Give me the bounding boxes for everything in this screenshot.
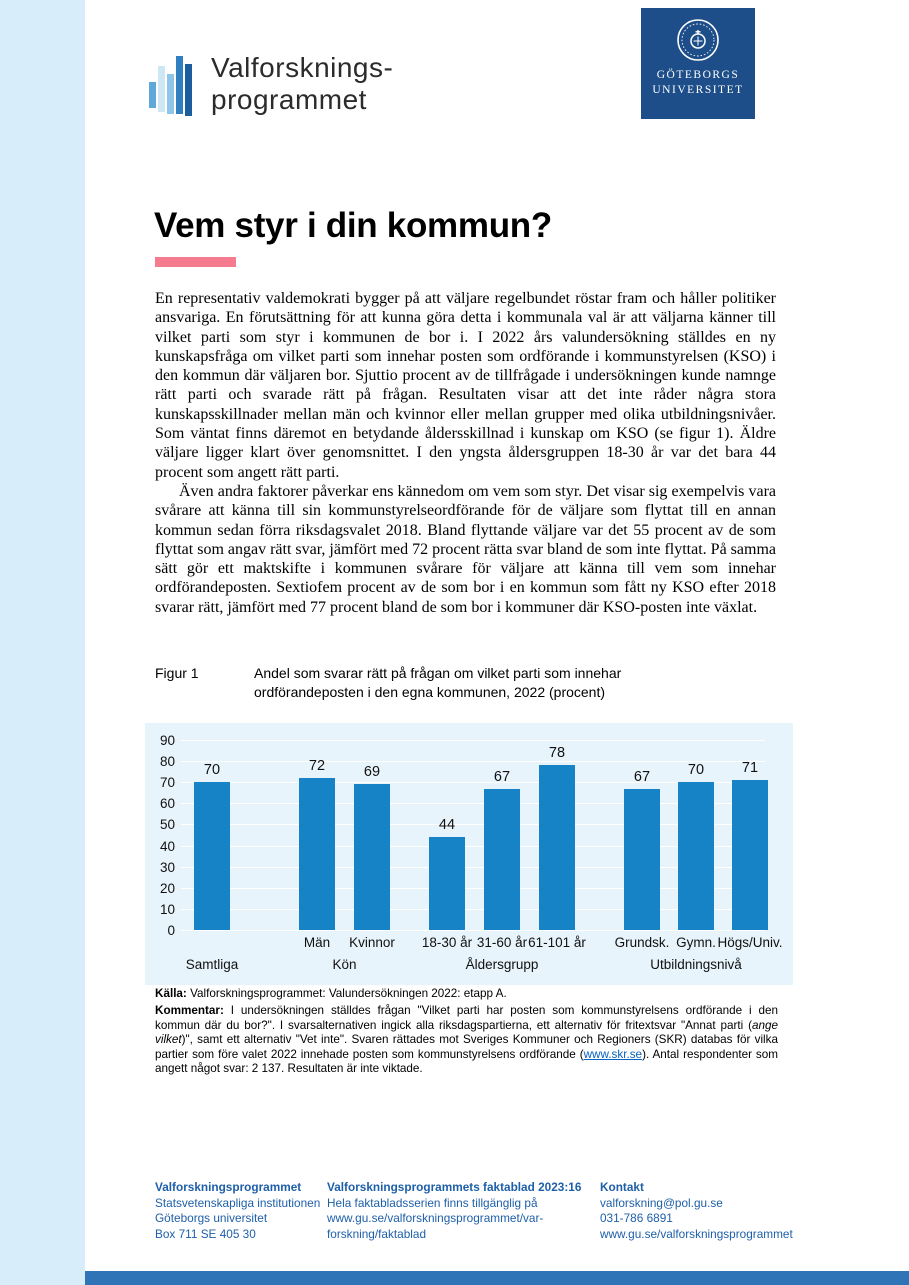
footer-series-url-line2[interactable]: forskning/faktablad xyxy=(327,1226,427,1241)
footer-col-series xyxy=(327,1180,592,1242)
bar xyxy=(484,789,520,930)
source-note xyxy=(155,987,778,1002)
x-axis-label: Högs/Univ. xyxy=(717,935,783,950)
y-axis-tick-label: 50 xyxy=(159,817,175,833)
paragraph-1: En representativ valdemokrati bygger på att väljare regelbundet röstar fram och håller politiker ansvariga. En förutsättning för att kunna göra detta i kommunala val är att väljarna känner till vilket parti som styr i kommunen de bor i. I 2022 års valundersökning ställdes en ny kunskapsfråga om vilket parti som innehar posten som ordförande i kommunstyrelsen (KSO) i den kommun där väljaren bor. Sjuttio procent av de tillfrågade i undersökningen kunde namnge rätt parti och svarade rätt på frågan. Resultaten visar att det inte råder några stora kunskapsskillnader mellan män och kvinnor eller mellan grupper med olika utbildningsnivåer. Som väntat finns däremot en betydande åldersskillnad i kunskap om KSO (se figur 1). Äldre väljare ligger klart över genomsnittet. I den yngsta åldersgruppen 18-30 år var det bara 44 procent som angett rätt parti. xyxy=(155,290,776,481)
footer-org-line1: Statsvetenskapliga institutionen xyxy=(155,1195,321,1210)
university-name xyxy=(641,68,755,97)
program-logo-line2: programmet xyxy=(211,84,367,115)
comment-text-1: I undersökningen ställdes frågan "Vilket parti har posten som kommunstyrelsens ordförande i den kommun där du bor?". I svarsalternativen ingick alla riksdagspartierna, ett alternativ för fritextsvar "Annat parti ( xyxy=(155,1004,778,1032)
skr-link[interactable]: www.skr.se xyxy=(583,1047,643,1061)
source-label: Källa: xyxy=(155,987,187,1000)
x-axis-label: Kvinnor xyxy=(349,935,395,950)
comment-label: Kommentar: xyxy=(155,1004,224,1017)
footer-contact-title: Kontakt xyxy=(600,1180,644,1194)
bar xyxy=(678,782,714,930)
bar-value-label: 44 xyxy=(438,817,456,834)
university-name-line1: GÖTEBORGS xyxy=(656,69,740,81)
y-axis-tick-label: 80 xyxy=(159,754,175,770)
left-margin-strip xyxy=(0,0,85,1285)
x-axis-label: Grundsk. xyxy=(614,935,670,950)
comment-note xyxy=(155,1004,778,1077)
bar xyxy=(624,789,660,930)
bar xyxy=(194,782,230,930)
university-name-line2: UNIVERSITET xyxy=(652,83,744,96)
footer-contact-email[interactable]: valforskning@pol.gu.se xyxy=(600,1195,723,1210)
x-axis-label: 61-101 år xyxy=(528,935,586,950)
x-axis-label: 31-60 år xyxy=(476,935,528,950)
x-axis-label: Gymn. xyxy=(676,935,716,950)
y-axis-tick-label: 70 xyxy=(159,775,175,791)
university-seal-icon xyxy=(641,17,755,68)
x-group-label: Utbildningsnivå xyxy=(650,957,742,972)
chart-group-row xyxy=(181,957,765,975)
source-text: Valforskningsprogrammet: Valundersökningen 2022: etapp A. xyxy=(186,987,507,1000)
page-title: Vem styr i din kommun? xyxy=(154,206,552,246)
bar xyxy=(299,778,335,930)
bar xyxy=(354,784,390,930)
footer-series-line1: Hela faktabladsserien finns tillgänglig på xyxy=(327,1195,538,1210)
bar-value-label: 78 xyxy=(548,745,566,762)
y-axis-tick-label: 20 xyxy=(159,880,175,896)
gridline xyxy=(181,740,765,741)
y-axis-tick-label: 90 xyxy=(159,733,175,748)
x-group-label: Åldersgrupp xyxy=(465,957,539,972)
body-text xyxy=(155,289,776,617)
bar xyxy=(429,837,465,930)
footer-col-organisation xyxy=(155,1180,325,1242)
footer-contact-url[interactable]: www.gu.se/valforskningsprogrammet xyxy=(600,1226,793,1241)
figure-label: Figur 1 xyxy=(155,665,199,681)
y-axis-tick-label: 40 xyxy=(159,838,175,854)
chart-y-axis xyxy=(147,723,175,985)
program-logo-line1: Valforsknings- xyxy=(211,52,394,83)
pink-accent-bar xyxy=(155,257,236,267)
footer-org-line3: Box 711 SE 405 30 xyxy=(155,1226,256,1241)
paragraph-2: Även andra faktorer påverkar ens kännedom om vem som styr. Det visar sig exempelvis vara svårare att känna till sin kommunstyrelseordförande för de väljare som flyttat till en annan kommun sedan förra riksdagsvalet 2018. Bland flyttande väljare var det 55 procent av de som flyttat som angav rätt svar, jämfört med 72 procent rätta svar bland de som inte flyttat. På samma sätt gör ett maktskifte i kommunen svårare för väljare att känna till vem som innehar ordförandeposten. Sextiofem procent av de som bor i en kommun som fått ny KSO efter 2018 svarar rätt, jämfört med 77 procent bland de som bor i kommuner där KSO-posten inte växlat. xyxy=(155,482,776,616)
bar-chart-logo-icon xyxy=(149,52,195,125)
y-axis-tick-label: 60 xyxy=(159,796,175,812)
x-group-label: Kön xyxy=(332,957,357,972)
y-axis-tick-label: 30 xyxy=(159,859,175,875)
comment-text-3: ). Antal respondenter som angett något svar: 2 137. Resultaten är inte viktade. xyxy=(155,1047,778,1076)
program-logo xyxy=(149,52,393,125)
x-group-label: Samtliga xyxy=(185,957,239,972)
y-axis-tick-label: 0 xyxy=(167,923,175,938)
gridline xyxy=(181,930,765,931)
x-axis-label: Män xyxy=(303,935,331,950)
bar-value-label: 71 xyxy=(741,760,759,777)
figure-1-bar-chart xyxy=(145,723,793,985)
footer-series-title: Valforskningsprogrammets faktablad 2023:16 xyxy=(327,1180,582,1194)
figure-caption-text: Andel som svarar rätt på frågan om vilket parti som innehar ordförandeposten i den egna kommunen, 2022 (procent) xyxy=(254,665,622,700)
footer-contact-phone: 031-786 6891 xyxy=(600,1211,673,1226)
bar-value-label: 69 xyxy=(363,764,381,781)
footer-org-title: Valforskningsprogrammet xyxy=(155,1180,302,1194)
bar-value-label: 67 xyxy=(633,768,651,785)
chart-category-row xyxy=(181,935,783,953)
chart-plot xyxy=(181,740,765,930)
program-logo-text xyxy=(211,52,393,116)
comment-italic: ange vilket xyxy=(155,1018,778,1047)
footer-org-line2: Göteborgs universitet xyxy=(155,1211,268,1226)
footer-series-url-line1[interactable]: www.gu.se/valforskningsprogrammet/var- xyxy=(327,1211,544,1226)
bar-value-label: 70 xyxy=(687,762,705,779)
comment-text-2: )", samt ett alternativ "Vet inte". Svaren rättades mot Sveriges Kommuner och Regioners (SKR) databas för vilka partier som före valet 2022 innehade posten som kommunstyrelsens ordförande ( xyxy=(155,1033,778,1061)
bar-value-label: 72 xyxy=(308,758,326,774)
bar-value-label: 67 xyxy=(493,768,511,785)
university-logo xyxy=(641,8,755,119)
x-axis-label: 18-30 år xyxy=(421,935,473,950)
bar xyxy=(732,780,768,930)
bar xyxy=(539,765,575,930)
footer-col-contact xyxy=(600,1180,820,1242)
bottom-blue-bar xyxy=(85,1271,909,1285)
y-axis-tick-label: 10 xyxy=(159,901,175,917)
figure-caption xyxy=(155,664,659,702)
bar-value-label: 70 xyxy=(203,762,221,779)
